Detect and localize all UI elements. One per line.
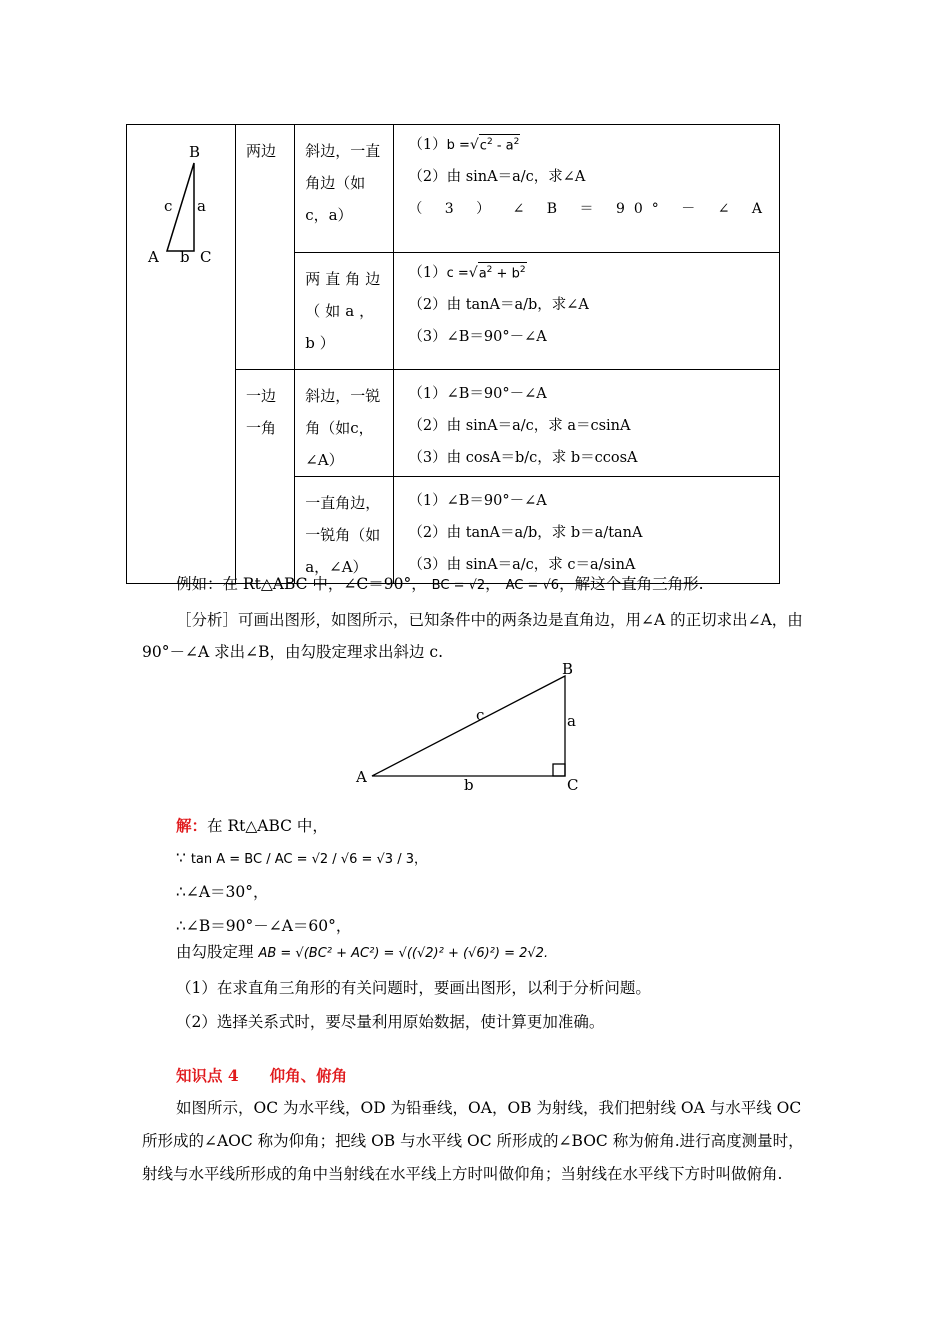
section-body: 如图所示，OC 为水平线，OD 为铅垂线，OA，OB 为射线，我们把射线 OA 与水平线 OC 所形成的∠AOC 称为仰角；把线 OB 与水平线 OC 所形成的∠BOC 称为俯角.进行高度测量时，射线与水平线所形成的角中当射线在水平线上方时叫做仰角；当射线在水平线下方时叫做俯角. <box>142 1099 804 1183</box>
formula-line-1: $(1)b =√c^2 - a^2$ <box>408 129 771 161</box>
formula-line-2: （2）由 sinA＝a/c，求 a＝csinA <box>408 418 631 434</box>
formula-line-1: $(1)c =√a^2 + b^2$ <box>408 257 771 289</box>
group-label: 一边一角 <box>246 387 277 437</box>
condition-text: 一直角边，一锐角（如a，∠A） <box>305 494 381 576</box>
label-B: B <box>189 143 201 161</box>
ac-value: AC = √6 <box>505 578 560 593</box>
label-C: C <box>200 248 212 266</box>
condition-cell <box>295 253 394 370</box>
label-B: B <box>562 660 574 678</box>
example-line: 例如：在 Rt△ABC 中，∠C＝90°， BC = √2， AC = √6，解这个直角三角形. <box>176 575 704 593</box>
note-1: （1）在求直角三角形的有关问题时，要画出图形，以利于分析问题。 <box>176 979 651 997</box>
condition-cell <box>295 125 394 253</box>
formula-line-2: （2）由 tanA＝a/b，求 b＝a/tanA <box>408 525 643 541</box>
formula-line-2: （2）由 tanA＝a/b，求∠A <box>408 297 589 313</box>
formula-prefix: （1） <box>408 265 447 281</box>
formula-line-3: （3）∠B＝90°－∠A <box>408 329 547 345</box>
section-title: 知识点 4 仰角、俯角 <box>176 1066 348 1085</box>
right-angle-mark <box>553 764 565 776</box>
pythagoras-formula: AB = √(BC² + AC²) = √((√2)² + (√6)²) = 2√2. <box>258 946 549 961</box>
solution-table <box>126 124 780 584</box>
triangle-figure-cell <box>127 125 236 584</box>
solution-line-3: ∴∠A＝30°， <box>176 883 269 901</box>
label-b: b <box>180 248 190 266</box>
triangle-figure-2 <box>350 660 590 796</box>
label-A: A <box>148 248 159 266</box>
because-symbol: ∵ <box>176 849 186 867</box>
solution-line-4: ∴∠B＝90°－∠A＝60°， <box>176 917 352 935</box>
formula-line-1: （1）∠B＝90°－∠A <box>408 493 547 509</box>
label-b: b <box>464 776 474 794</box>
example-text: 例如：在 Rt△ABC 中，∠C＝90°， <box>176 575 427 593</box>
pythagoras-text: 由勾股定理 <box>176 943 254 961</box>
bc-value: BC = √2 <box>431 578 486 593</box>
formula-line-3: （3）由 sinA＝a/c，求 c＝a/sinA <box>408 557 636 573</box>
label-A: A <box>356 768 367 786</box>
group-two-sides <box>236 125 295 370</box>
analysis-paragraph: ［分析］可画出图形，如图所示，已知条件中的两条边是直角边，用∠A 的正切求出∠A，由 90°－∠A 求出∠B，由勾股定理求出斜边 c. <box>142 611 803 661</box>
solution-label: 解： <box>176 816 208 835</box>
formula-line-2: （2）由 sinA＝a/c，求∠A <box>408 169 586 185</box>
solution-line-1 <box>176 810 816 842</box>
label-c: c <box>476 706 485 724</box>
label-a: a <box>197 197 206 215</box>
condition-text: 斜边，一锐角（如c，∠A） <box>305 387 381 469</box>
formula-cell <box>394 370 780 477</box>
example-text-end: ，解这个直角三角形. <box>559 575 704 593</box>
note-2: （2）选择关系式时，要尽量利用原始数据，使计算更加准确。 <box>176 1013 605 1031</box>
formula-cell <box>394 253 780 370</box>
group-label: 两边 <box>246 142 277 160</box>
solution-text: 在 Rt△ABC 中， <box>207 817 328 835</box>
label-c: c <box>164 197 173 215</box>
condition-cell <box>295 370 394 477</box>
formula-prefix: （1） <box>408 137 447 153</box>
formula-line-1: （1）∠B＝90°－∠A <box>408 386 547 402</box>
triangle-shape <box>372 676 565 776</box>
solution-line-2 <box>176 842 816 876</box>
tan-formula: tan A = BC / AC = √2 / √6 = √3 / 3， <box>190 852 427 867</box>
formula-cell <box>394 125 780 253</box>
group-one-side-one-angle <box>236 370 295 584</box>
condition-text: 斜边，一直角边（如c，a） <box>305 142 381 224</box>
condition-text: 两直角边（如a，b） <box>305 270 386 352</box>
label-C: C <box>567 776 579 794</box>
triangle-figure <box>127 139 235 289</box>
formula-line-3: （3）由 cosA＝b/c，求 b＝ccosA <box>408 450 638 466</box>
solution-line-5 <box>176 936 816 970</box>
formula-line-3: （ 3 ） ∠ B ＝ 90° － ∠ A <box>408 201 771 217</box>
label-a: a <box>567 712 576 730</box>
